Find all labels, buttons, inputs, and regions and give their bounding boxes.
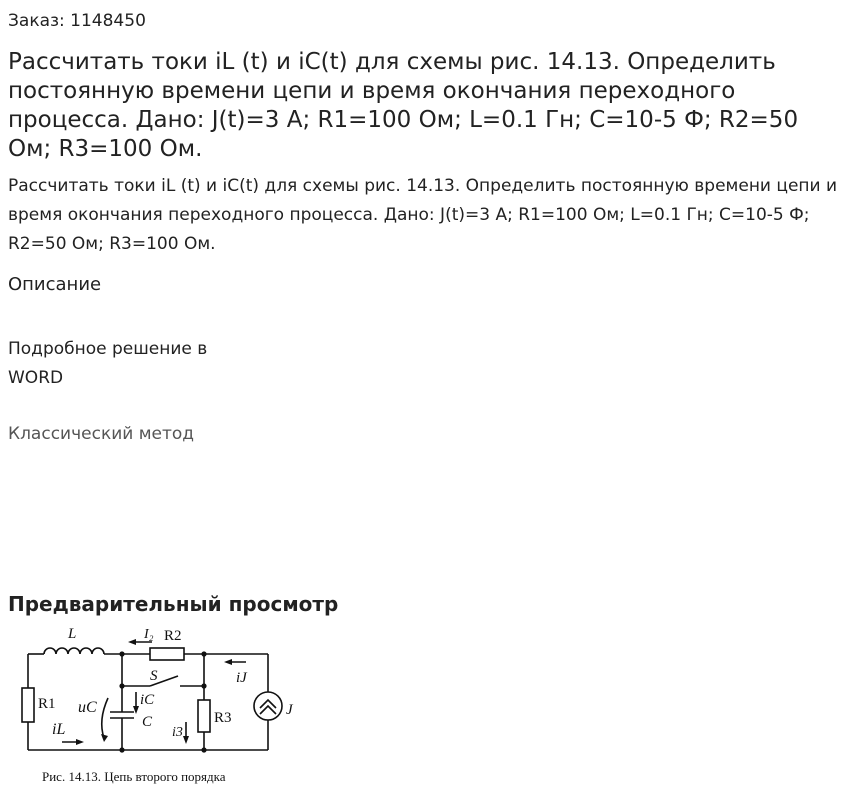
label-uc: uC [78, 699, 97, 716]
circuit-figure [10, 620, 310, 790]
method-text: Классический метод [8, 424, 195, 444]
label-r2: R2 [164, 628, 182, 644]
node-dot-1 [119, 651, 124, 656]
node-dot-6 [201, 747, 206, 752]
arrow-i2-head [128, 639, 136, 645]
label-ij: iJ [236, 670, 247, 686]
node-dot-5 [119, 747, 124, 752]
label-i2: I₂ [144, 627, 154, 642]
resistor-r2 [150, 648, 184, 660]
arrow-i3-head [183, 736, 189, 744]
node-dot-3 [201, 651, 206, 656]
node-dot-4 [201, 683, 206, 688]
label-r1: R1 [38, 696, 56, 712]
resistor-r3 [198, 700, 210, 732]
label-j: J [286, 702, 293, 718]
figure-caption: Рис. 14.13. Цепь второго порядка [42, 769, 226, 784]
label-il: iL [52, 721, 66, 738]
description-heading: Описание [8, 274, 102, 295]
label-s: S [150, 668, 158, 684]
resistor-r1 [22, 688, 34, 722]
order-number: Заказ: 1148450 [8, 11, 146, 31]
arrow-uc-curve [102, 698, 108, 738]
label-i3: i3 [172, 725, 183, 740]
label-l: L [68, 626, 77, 642]
detail-text: Подробное решение в WORD [8, 339, 208, 388]
node-dot-2 [119, 683, 124, 688]
arrow-uc-head [101, 734, 108, 742]
inductor-l [44, 648, 104, 654]
j-chevron-2 [260, 706, 276, 714]
preview-heading: Предварительный просмотр [8, 592, 339, 616]
arrow-il-head [76, 739, 84, 745]
label-r3: R3 [214, 710, 232, 726]
description-text: Рассчитать токи iL (t) и iC(t) для схемы рис. 14.13. Определить постоянную времени цепи и время окончания переходного процесса. Дано: J(t)=3 А; R1=100 Ом; L=0.1 Гн; C=10-5 Ф; R2=50 Ом; R3=100 Ом. [8, 176, 838, 254]
label-c: C [142, 714, 153, 730]
arrow-ij-head [224, 659, 232, 665]
label-ic: iC [140, 692, 155, 708]
page-title: Рассчитать токи iL (t) и iC(t) для схемы рис. 14.13. Определить постоянную времени цепи и время окончания переходного процесса. Дано: J(t)=3 А; R1=100 Ом; L=0.1 Гн; C=10-5 Ф; R2=50 Ом; R3=100 Ом. [8, 49, 799, 162]
circuit-diagram [10, 620, 310, 790]
